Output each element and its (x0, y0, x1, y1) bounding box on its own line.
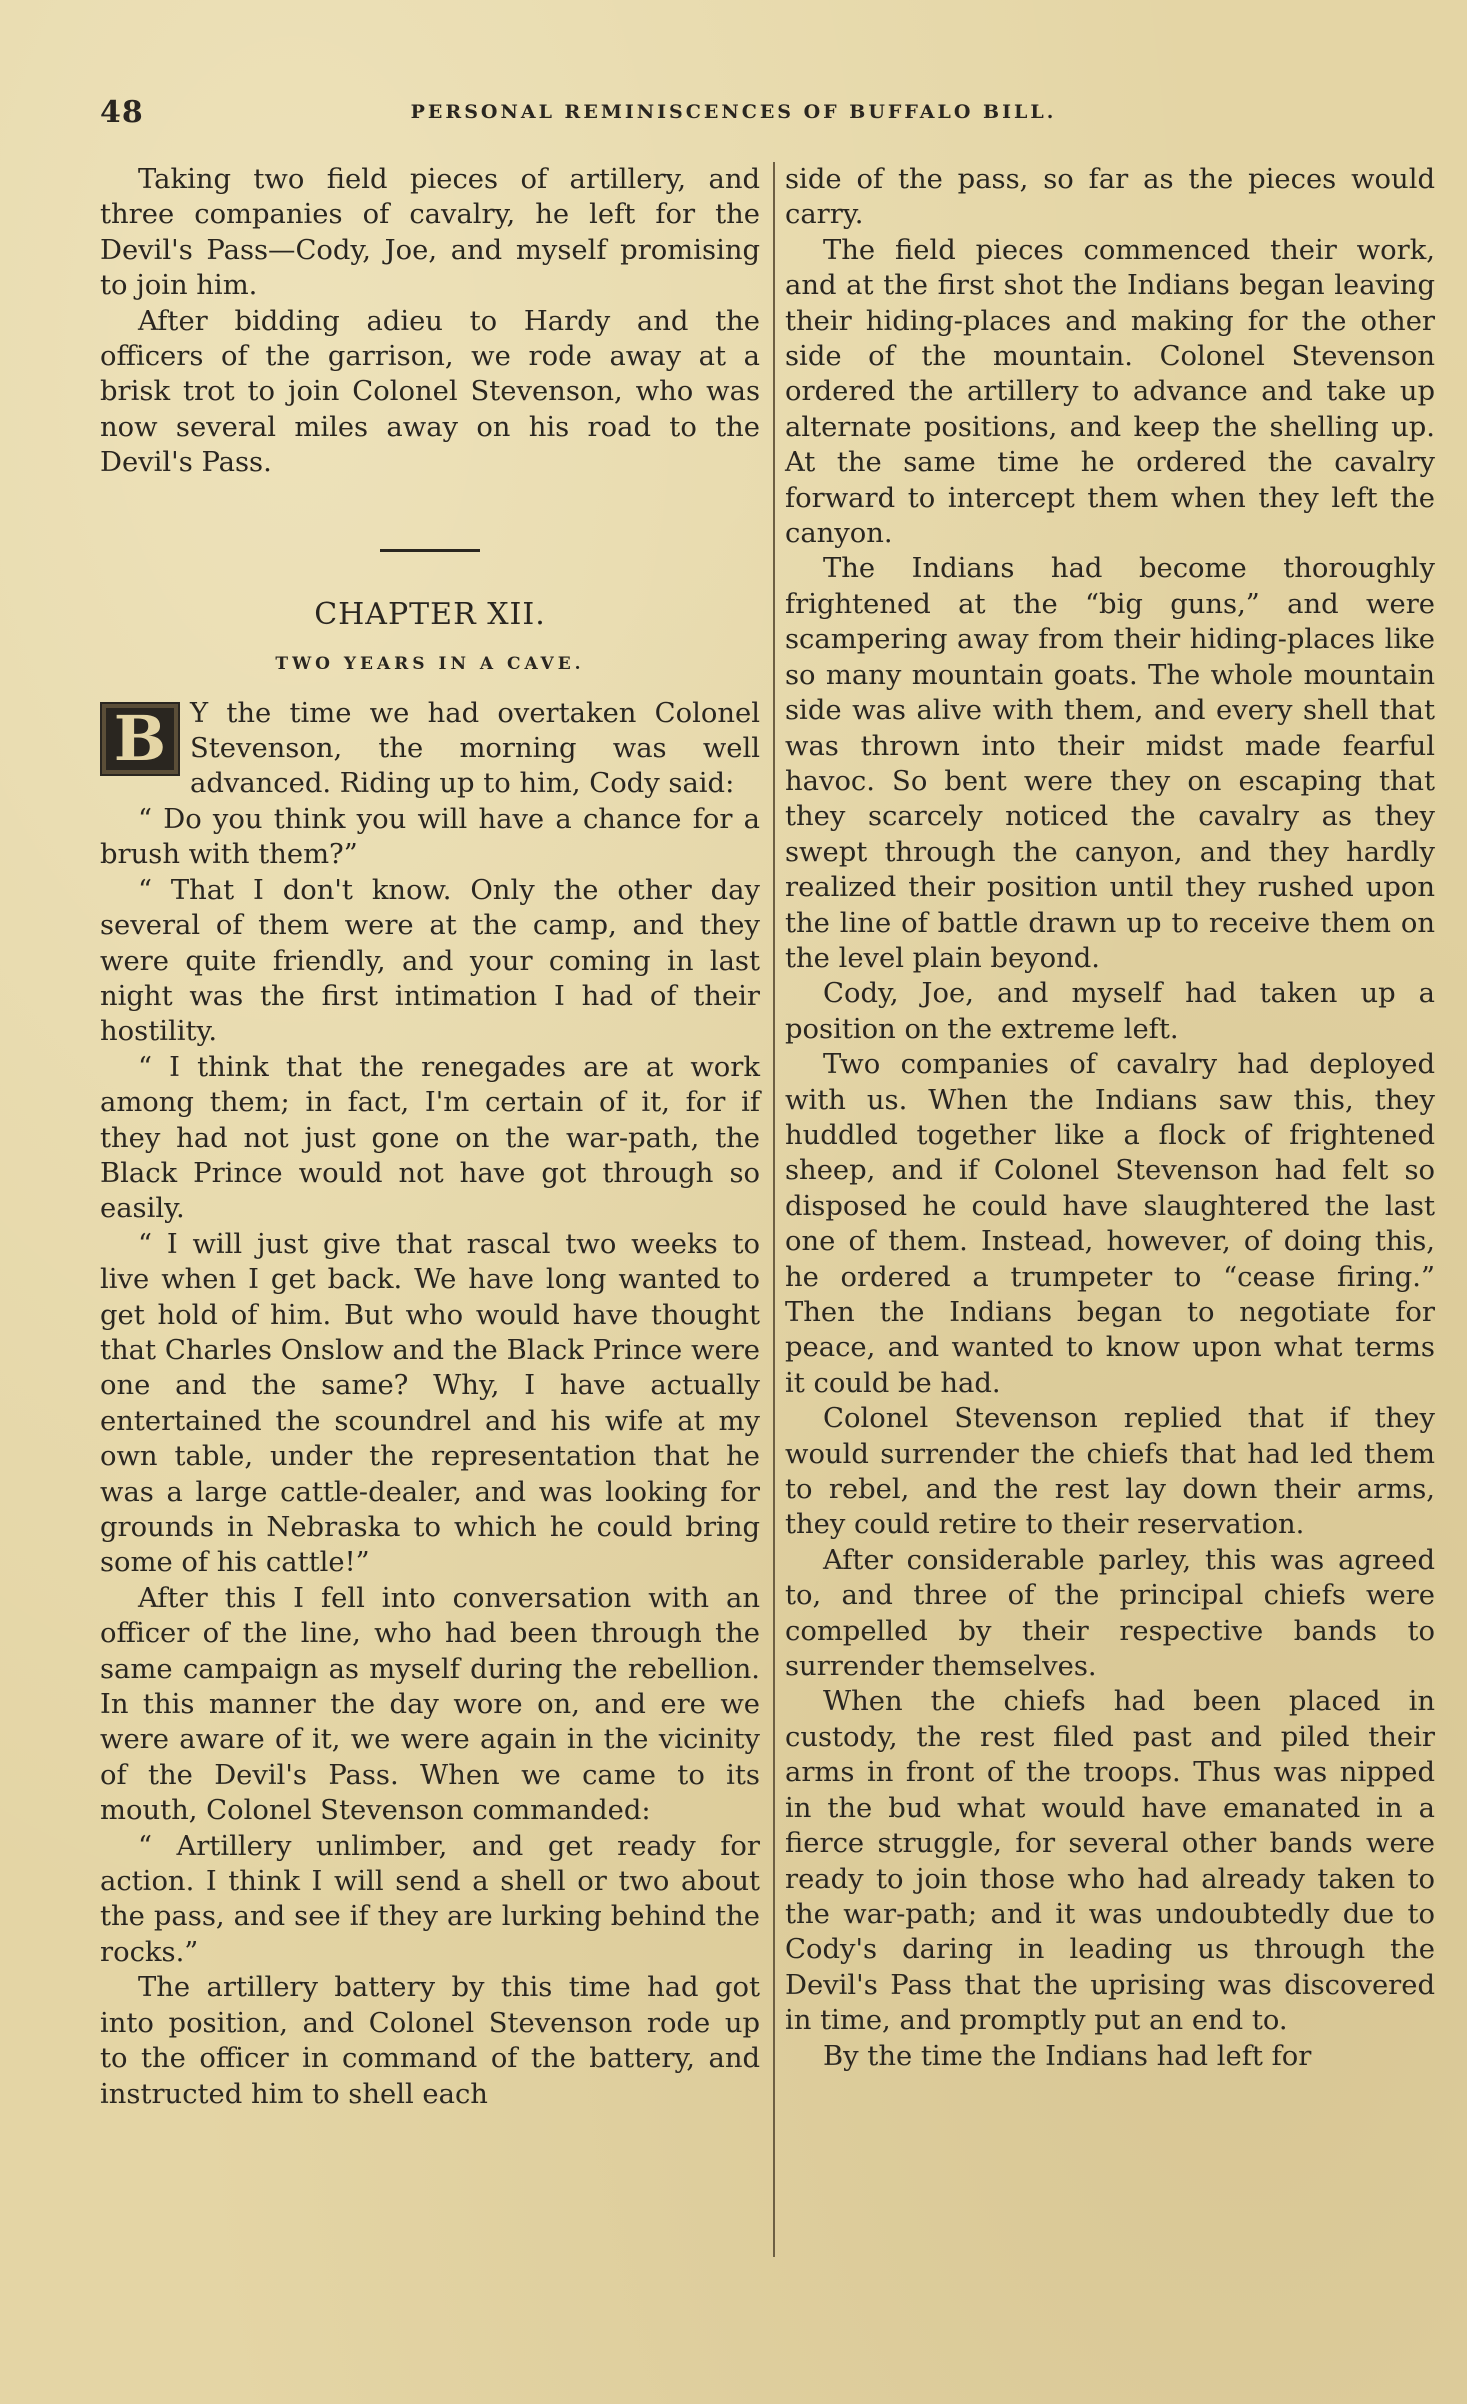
paragraph: side of the pass, so far as the pieces would carry. (785, 164, 1435, 231)
dropcap-letter: B (100, 702, 180, 776)
paragraph: Taking two field pieces of artillery, and three companies of cavalry, he left for the Devil's Pass—Cody, Joe, and myself promising to join him. (100, 164, 760, 302)
chapter-subtitle: TWO YEARS IN A CAVE. (275, 653, 585, 674)
right-column (785, 162, 1435, 2074)
page-number: 48 (100, 95, 144, 130)
paragraph: “ Do you think you will have a chance for a brush with them?” (100, 803, 760, 871)
paragraph: Cody, Joe, and myself had taken up a position on the extreme left. (785, 978, 1435, 1045)
paragraph: Colonel Stevenson replied that if they would surrender the chiefs that had led them to rebel, and the rest lay down their arms, they could retire to their reservation. (785, 1403, 1435, 1541)
chapter-title: CHAPTER XII. (314, 596, 546, 632)
column-divider (773, 162, 775, 2257)
paragraph: “ I will just give that rascal two weeks to live when I get back. We have long wanted to get hold of him. But who would have thought that Charles Onslow and the Black Prince were one and the same? Why, I have actually entertained the scoundrel and his wife at my own table, under the representation that he was a large cattle-dealer, and was looking for grounds in Nebraska to which he could bring some of his cattle!” (100, 1228, 760, 1579)
paragraph: “ I think that the renegades are at work among them; in fact, I'm certain of it, for if they had not just gone on the war-path, the Black Prince would not have got through so easily. (100, 1051, 760, 1225)
paragraph: “ Artillery unlimber, and get ready for action. I think I will send a shell or two about the pass, and see if they are lurking behind the rocks.” (100, 1830, 760, 1968)
paragraph: By the time the Indians had left for (823, 2040, 1312, 2072)
paragraph: The field pieces commenced their work, and at the first shot the Indians began leaving their hiding-places and making for the other side of the mountain. Colonel Stevenson ordered the artillery to advance and take up alternate positions, and keep the shelling up. At the same time he ordered the cavalry forward to intercept them when they left the canyon. (785, 234, 1435, 550)
paragraph: The Indians had become thoroughly frightened at the “big guns,” and were scampering away from their hiding-places like so many mountain goats. The whole mountain side was alive with them, and every shell that was thrown into their midst made fearful havoc. So bent were they on escaping that they scarcely noticed the cavalry as they swept through the canyon, and they hardly realized their position until they rushed upon the line of battle drawn up to receive them on the level plain beyond. (785, 553, 1435, 974)
left-column (100, 162, 760, 2112)
paragraph: Two companies of cavalry had deployed with us. When the Indians saw this, they huddled together like a flock of frightened sheep, and if Colonel Stevenson had felt so disposed he could have slaughtered the last one of them. Instead, however, of doing this, he ordered a trumpeter to “cease firing.” Then the Indians began to negotiate for peace, and wanted to know upon what terms it could be had. (785, 1049, 1435, 1399)
paragraph: “ That I don't know. Only the other day several of them were at the camp, and they were quite friendly, and your coming in last night was the first intimation I had of their hostility. (100, 874, 760, 1048)
opening-paragraph (100, 696, 760, 802)
paragraph: The artillery battery by this time had got into position, and Colonel Stevenson rode up to the officer in command of the battery, and instructed him to shell each (100, 1972, 760, 2110)
paragraph: When the chiefs had been placed in custody, the rest filed past and piled their arms in front of the troops. Thus was nipped in the bud what would have emanated in a fierce struggle, for several other bands were ready to join those who had already taken to the war-path; and it was undoubtedly due to Cody's daring in leading us through the Devil's Pass that the uprising was discovered in time, and promptly put an end to. (785, 1686, 1435, 2037)
running-title: PERSONAL REMINISCENCES OF BUFFALO BILL. (410, 101, 1057, 123)
opening-paragraph-text: Y the time we had overtaken Colonel Stevenson, the morning was well advanced. Riding up to him, Cody said: (190, 697, 760, 800)
page-header (100, 95, 1367, 135)
paragraph: After this I fell into conversation with an officer of the line, who had been through the same campaign as myself during the rebellion. In this manner the day wore on, and ere we were aware of it, we were again in the vicinity of the Devil's Pass. When we came to its mouth, Colonel Stevenson commanded: (100, 1582, 760, 1827)
paragraph: After bidding adieu to Hardy and the officers of the garrison, we rode away at a brisk trot to join Colonel Stevenson, who was now several miles away on his road to the Devil's Pass. (100, 305, 760, 479)
section-divider (380, 549, 480, 552)
paragraph: After considerable parley, this was agreed to, and three of the principal chiefs were compelled by their respective bands to surrender themselves. (785, 1544, 1435, 1683)
